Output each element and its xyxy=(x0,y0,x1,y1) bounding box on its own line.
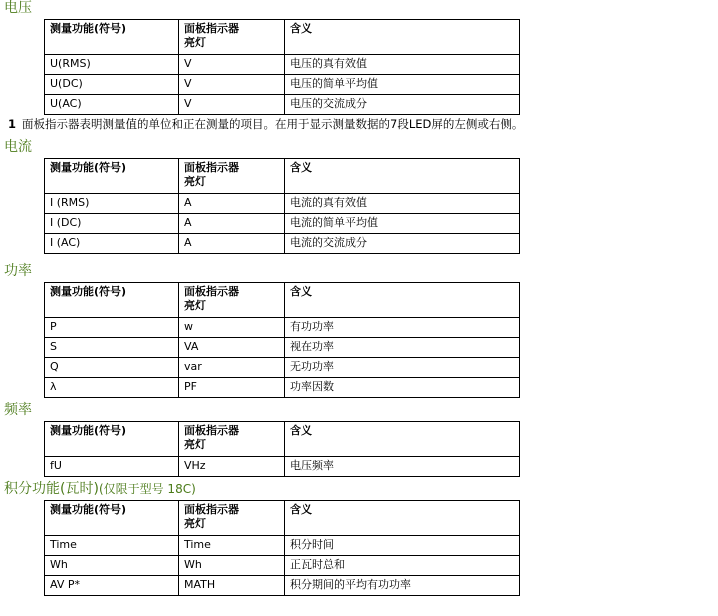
column-header-indicator-line1: 面板指示器 xyxy=(184,424,239,437)
cell-symbol: fU xyxy=(45,457,179,477)
column-header-indicator-line1: 面板指示器 xyxy=(184,22,239,35)
cell-symbol: P xyxy=(45,318,179,338)
cell-symbol: U(AC) xyxy=(45,95,179,115)
cell-symbol: I (AC) xyxy=(45,234,179,254)
cell-symbol: U(DC) xyxy=(45,75,179,95)
table-integration xyxy=(44,500,520,596)
column-header-indicator-line2: 亮灯 xyxy=(184,175,206,188)
table-row xyxy=(45,556,520,576)
column-header-function: 测量功能(符号) xyxy=(45,20,179,55)
cell-symbol: Wh xyxy=(45,556,179,576)
section-power xyxy=(0,263,718,398)
table-header-row xyxy=(45,501,520,536)
section-voltage xyxy=(0,0,718,132)
table-row xyxy=(45,576,520,596)
cell-meaning: 电压的交流成分 xyxy=(285,95,520,115)
table-row xyxy=(45,318,520,338)
table-voltage xyxy=(44,19,520,115)
section-title-power: 功率 xyxy=(4,263,32,279)
cell-indicator: A xyxy=(179,194,285,214)
table-row xyxy=(45,194,520,214)
cell-indicator: V xyxy=(179,75,285,95)
column-header-indicator-line2: 亮灯 xyxy=(184,299,206,312)
table-frequency xyxy=(44,421,520,477)
cell-indicator: Wh xyxy=(179,556,285,576)
cell-indicator: V xyxy=(179,95,285,115)
cell-indicator: A xyxy=(179,234,285,254)
cell-symbol: Q xyxy=(45,358,179,378)
cell-indicator: MATH xyxy=(179,576,285,596)
cell-symbol: λ xyxy=(45,378,179,398)
table-row xyxy=(45,214,520,234)
table-row xyxy=(45,457,520,477)
column-header-indicator xyxy=(179,283,285,318)
section-frequency xyxy=(0,402,718,477)
column-header-indicator-line2: 亮灯 xyxy=(184,438,206,451)
cell-symbol: I (DC) xyxy=(45,214,179,234)
column-header-indicator-line1: 面板指示器 xyxy=(184,161,239,174)
footnote xyxy=(8,117,718,132)
section-integration xyxy=(0,481,718,596)
footnote-number: 1 xyxy=(8,117,17,131)
cell-meaning: 电压的简单平均值 xyxy=(285,75,520,95)
column-header-function: 测量功能(符号) xyxy=(45,422,179,457)
cell-indicator: VA xyxy=(179,338,285,358)
cell-indicator: var xyxy=(179,358,285,378)
cell-meaning: 积分期间的平均有功功率 xyxy=(285,576,520,596)
table-current xyxy=(44,158,520,254)
cell-meaning: 电压频率 xyxy=(285,457,520,477)
column-header-indicator xyxy=(179,20,285,55)
table-header-row xyxy=(45,422,520,457)
footnote-text: 面板指示器表明测量值的单位和正在测量的项目。在用于显示测量数据的7段LED屏的左侧或右侧。 xyxy=(22,117,524,131)
section-current xyxy=(0,139,718,254)
column-header-indicator xyxy=(179,159,285,194)
table-row xyxy=(45,234,520,254)
table-power xyxy=(44,282,520,398)
cell-symbol: I (RMS) xyxy=(45,194,179,214)
column-header-indicator xyxy=(179,422,285,457)
column-header-indicator-line2: 亮灯 xyxy=(184,517,206,530)
cell-indicator: Time xyxy=(179,536,285,556)
cell-meaning: 视在功率 xyxy=(285,338,520,358)
table-row xyxy=(45,378,520,398)
cell-symbol: AV P* xyxy=(45,576,179,596)
table-header-row xyxy=(45,159,520,194)
cell-meaning: 正瓦时总和 xyxy=(285,556,520,576)
section-title-voltage: 电压 xyxy=(4,0,32,16)
table-row xyxy=(45,75,520,95)
cell-indicator: V xyxy=(179,55,285,75)
section-title-integration-main: 积分功能(瓦时) xyxy=(4,481,99,497)
cell-meaning: 功率因数 xyxy=(285,378,520,398)
cell-meaning: 无功功率 xyxy=(285,358,520,378)
column-header-meaning: 含义 xyxy=(285,422,520,457)
column-header-indicator-line1: 面板指示器 xyxy=(184,503,239,516)
cell-symbol: U(RMS) xyxy=(45,55,179,75)
section-title-integration-sub: (仅限于型号 18C) xyxy=(98,482,196,496)
cell-indicator: VHz xyxy=(179,457,285,477)
cell-meaning: 电流的简单平均值 xyxy=(285,214,520,234)
column-header-indicator-line1: 面板指示器 xyxy=(184,285,239,298)
cell-meaning: 电压的真有效值 xyxy=(285,55,520,75)
column-header-meaning: 含义 xyxy=(285,283,520,318)
table-header-row xyxy=(45,283,520,318)
cell-symbol: Time xyxy=(45,536,179,556)
column-header-function: 测量功能(符号) xyxy=(45,159,179,194)
column-header-function: 测量功能(符号) xyxy=(45,283,179,318)
cell-meaning: 电流的交流成分 xyxy=(285,234,520,254)
cell-indicator: w xyxy=(179,318,285,338)
cell-meaning: 有功功率 xyxy=(285,318,520,338)
table-row xyxy=(45,358,520,378)
section-title-current: 电流 xyxy=(4,139,32,155)
table-row xyxy=(45,536,520,556)
column-header-meaning: 含义 xyxy=(285,501,520,536)
section-title-integration xyxy=(4,481,718,497)
table-row xyxy=(45,338,520,358)
cell-indicator: PF xyxy=(179,378,285,398)
column-header-indicator xyxy=(179,501,285,536)
table-row xyxy=(45,95,520,115)
section-title-frequency: 频率 xyxy=(4,402,32,418)
column-header-function: 测量功能(符号) xyxy=(45,501,179,536)
cell-meaning: 电流的真有效值 xyxy=(285,194,520,214)
table-header-row xyxy=(45,20,520,55)
table-row xyxy=(45,55,520,75)
column-header-meaning: 含义 xyxy=(285,159,520,194)
cell-meaning: 积分时间 xyxy=(285,536,520,556)
cell-indicator: A xyxy=(179,214,285,234)
cell-symbol: S xyxy=(45,338,179,358)
column-header-meaning: 含义 xyxy=(285,20,520,55)
column-header-indicator-line2: 亮灯 xyxy=(184,36,206,49)
